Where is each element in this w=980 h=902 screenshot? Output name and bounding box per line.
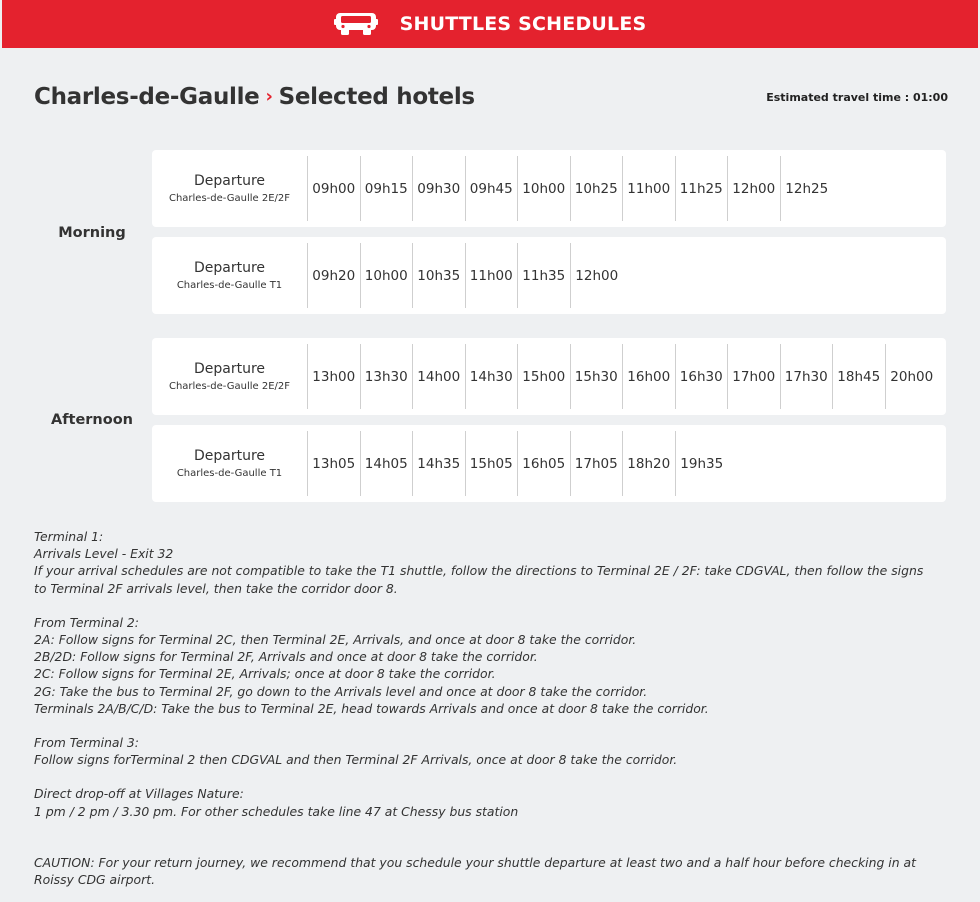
departure-cell — [152, 243, 308, 308]
departure-time: 14h30 — [466, 344, 519, 409]
departure-time: 12h00 — [728, 156, 781, 221]
caution-text: CAUTION: For your return journey, we recommend that you schedule your shuttle departure at least two and a half hour before checking in at Roissy CDG airport. — [34, 854, 916, 888]
departure-time: 17h00 — [728, 344, 781, 409]
departure-location: Charles-de-Gaulle T1 — [176, 280, 283, 291]
bus-icon — [334, 11, 378, 37]
departure-time: 13h30 — [361, 344, 414, 409]
departure-cell — [152, 156, 308, 221]
departure-time: 14h05 — [361, 431, 414, 496]
note-line: 2G: Take the bus to Terminal 2F, go down to the Arrivals level and once at door 8 take the corridor. — [34, 683, 648, 699]
departure-cell — [152, 344, 308, 409]
header-title: SHUTTLES SCHEDULES — [399, 13, 647, 35]
schedule-row — [152, 150, 946, 227]
departure-time: 12h00 — [575, 267, 619, 284]
note-line: Terminals 2A/B/C/D: Take the bus to Terminal 2E, head towards Arrivals and once at door 8 take the corridor. — [34, 700, 709, 716]
departure-times — [308, 156, 833, 221]
departure-location: Charles-de-Gaulle 2E/2F — [168, 381, 291, 392]
departure-time: 17h05 — [571, 431, 624, 496]
departure-time: 14h35 — [413, 431, 466, 496]
departure-times — [308, 243, 623, 308]
notes-caution — [34, 854, 934, 888]
departure-location: Charles-de-Gaulle 2E/2F — [168, 193, 291, 204]
route-to: Selected hotels — [278, 84, 475, 110]
departure-time: 15h05 — [466, 431, 519, 496]
route-from: Charles-de-Gaulle — [34, 84, 260, 110]
route-title-row — [34, 84, 948, 110]
period-label: Morning — [58, 225, 126, 241]
route-title — [34, 84, 475, 110]
departure-time: 10h00 — [518, 156, 571, 221]
schedule-row — [152, 425, 946, 502]
departure-location: Charles-de-Gaulle T1 — [176, 468, 283, 479]
departure-time: 10h00 — [361, 243, 414, 308]
departure-time: 13h05 — [308, 431, 361, 496]
departure-time: 16h00 — [623, 344, 676, 409]
notes-villages — [34, 785, 934, 819]
note-line: If your arrival schedules are not compatible to take the T1 shuttle, follow the directions to Terminal 2E / 2F: take CDGVAL, then follow the signs to Terminal 2F arrivals level, then take the corridor door 8. — [34, 563, 924, 596]
note-line: 2A: Follow signs for Terminal 2C, then Terminal 2E, Arrivals, and once at door 8 take the corridor. — [34, 632, 637, 648]
departure-time: 14h00 — [413, 344, 466, 409]
departure-time: 11h35 — [518, 243, 571, 308]
notes-terminal2 — [34, 614, 934, 717]
note-line: From Terminal 2: — [34, 614, 139, 630]
departure-time: 11h00 — [466, 243, 519, 308]
departure-time: 15h00 — [518, 344, 571, 409]
schedule-row — [152, 237, 946, 314]
departure-time: 15h30 — [571, 344, 624, 409]
note-line: 2B/2D: Follow signs for Terminal 2F, Arrivals and once at door 8 take the corridor. — [34, 649, 538, 665]
travel-time: Estimated travel time : 01:00 — [766, 90, 948, 104]
note-line: 2C: Follow signs for Terminal 2E, Arrivals; once at door 8 take the corridor. — [34, 666, 496, 682]
departure-time: 19h35 — [680, 455, 724, 472]
header-bar — [2, 0, 978, 48]
departure-time: 18h45 — [833, 344, 886, 409]
departure-label: Departure — [193, 448, 266, 464]
departure-time: 09h30 — [413, 156, 466, 221]
note-line: Arrivals Level - Exit 32 — [34, 546, 174, 562]
departure-time: 10h25 — [571, 156, 624, 221]
departure-cell — [152, 431, 308, 496]
notes-terminal3 — [34, 734, 934, 768]
departure-label: Departure — [193, 260, 266, 276]
departure-time: 17h30 — [781, 344, 834, 409]
departure-time: 10h35 — [413, 243, 466, 308]
departure-label: Departure — [193, 173, 266, 189]
note-line: 1 pm / 2 pm / 3.30 pm. For other schedules take line 47 at Chessy bus station — [34, 803, 519, 819]
departure-time: 09h15 — [361, 156, 414, 221]
departure-time: 20h00 — [890, 368, 934, 385]
departure-time: 11h00 — [623, 156, 676, 221]
departure-time: 16h30 — [676, 344, 729, 409]
departure-times — [308, 344, 938, 409]
notes — [34, 528, 934, 902]
note-line: From Terminal 3: — [34, 735, 139, 751]
note-line: Terminal 1: — [34, 529, 104, 544]
departure-time: 12h25 — [785, 180, 829, 197]
note-line: Direct drop-off at Villages Nature: — [34, 786, 244, 802]
period-label: Afternoon — [50, 412, 133, 428]
route-separator: › — [265, 86, 273, 107]
notes-terminal1 — [34, 528, 934, 597]
departure-time: 09h20 — [308, 243, 361, 308]
departure-times — [308, 431, 728, 496]
departure-time: 13h00 — [308, 344, 361, 409]
departure-time: 11h25 — [676, 156, 729, 221]
page — [2, 0, 978, 902]
schedule-row — [152, 338, 946, 415]
note-line: Follow signs forTerminal 2 then CDGVAL and then Terminal 2F Arrivals, once at door 8 take the corridor. — [34, 752, 678, 768]
departure-label: Departure — [193, 361, 266, 377]
departure-time: 16h05 — [518, 431, 571, 496]
departure-time: 09h00 — [308, 156, 361, 221]
departure-time: 18h20 — [623, 431, 676, 496]
departure-time: 09h45 — [466, 156, 519, 221]
